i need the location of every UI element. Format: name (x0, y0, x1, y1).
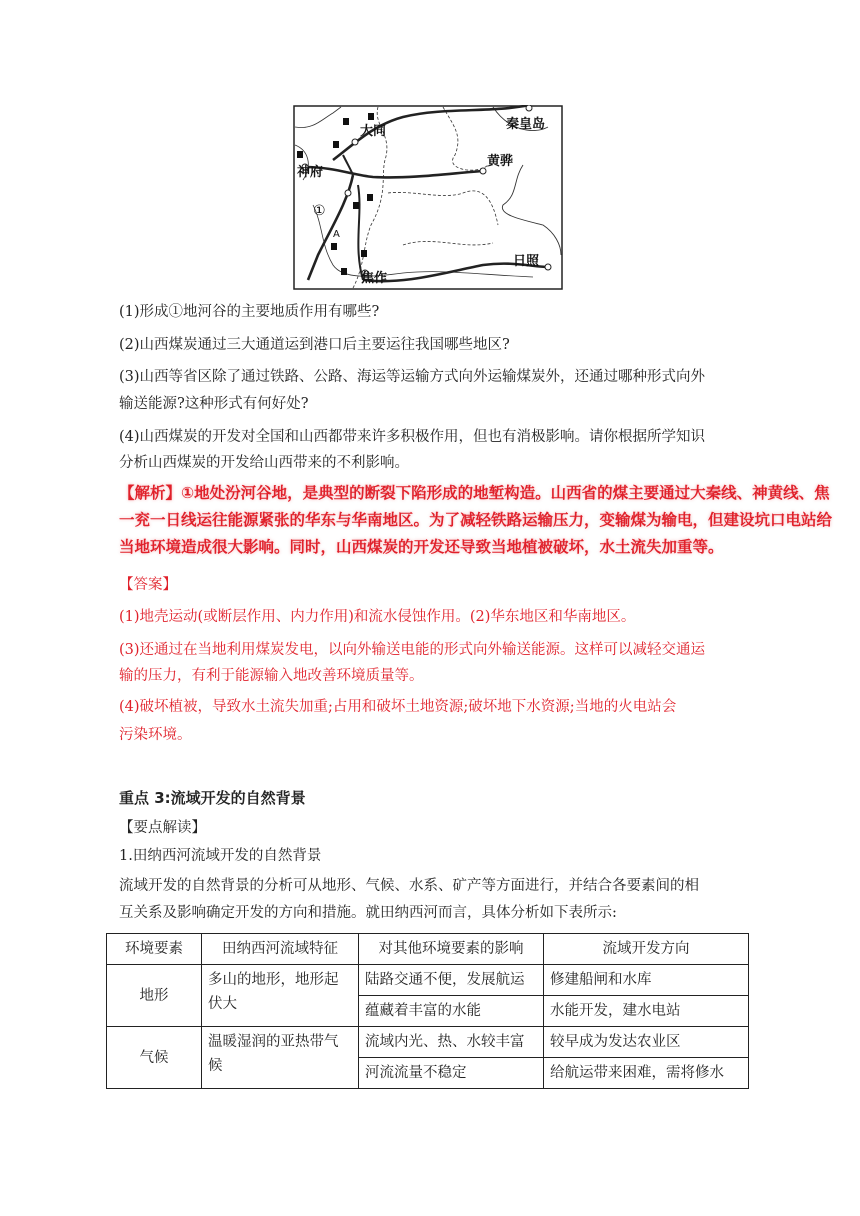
table-cell-element: 气候 (107, 1027, 202, 1089)
section-item-1: 1.田纳西河流域开发的自然背景 (119, 848, 322, 864)
table-cell-effect: 陆路交通不便，发展航运 (359, 965, 544, 996)
city-marker-qinhuangdao (526, 105, 532, 111)
question-4: (4)山西煤炭的开发对全国和山西都带来许多积极作用，但也有消极影响。请你根据所学知识 (119, 429, 706, 445)
coal-mine-marker (353, 202, 359, 209)
coal-mine-marker (367, 194, 373, 201)
table-cell-effect: 蕴藏着丰富的水能 (359, 996, 544, 1027)
answer-line: 污染环境。 (119, 727, 192, 743)
map-label-a: A (333, 229, 340, 240)
table-header: 流域开发方向 (544, 934, 749, 965)
answer-heading: 【答案】 (119, 577, 177, 593)
question-1: (1)形成①地河谷的主要地质作用有哪些? (119, 304, 380, 320)
table-row (107, 1027, 749, 1058)
question-4-cont: 分析山西煤炭的开发给山西带来的不利影响。 (119, 455, 409, 471)
table-cell-feature (202, 965, 359, 1027)
map-label-datong: 大同 (360, 124, 387, 139)
table-cell-direction: 较早成为发达农业区 (544, 1027, 749, 1058)
table-header-row (107, 934, 749, 965)
map-label-qinhuangdao: 秦皇岛 (506, 117, 546, 132)
analysis-block (119, 480, 833, 561)
coal-mine-marker (368, 113, 374, 120)
coal-mine-marker (361, 250, 367, 257)
railway-map (293, 105, 563, 290)
table-cell-direction: 水能开发，建水电站 (544, 996, 749, 1027)
answer-line: (3)还通过在当地利用煤炭发电，以向外输送电能的形式向外输送能源。这样可以减轻交通运 (119, 642, 706, 658)
question-2: (2)山西煤炭通过三大通道运到港口后主要运往我国哪些地区? (119, 337, 510, 353)
coal-mine-marker (341, 268, 347, 275)
feature-line: 伏大 (208, 996, 237, 1012)
section-intro-line: 互关系及影响确定开发的方向和措施。就田纳西河而言，具体分析如下表所示: (119, 905, 617, 921)
feature-line: 温暖湿润的亚热带气 (208, 1034, 339, 1050)
map-label-huanghua: 黄骅 (487, 154, 514, 169)
answer-line: (4)破坏植被，导致水土流失加重;占用和破坏土地资源;破坏地下水资源;当地的火电站会 (119, 699, 677, 715)
analysis-line: 当地环境造成很大影响。同时，山西煤炭的开发还导致当地植被破坏，水土流失加重等。 (119, 538, 724, 556)
city-marker-huanghua (480, 168, 486, 174)
coal-mine-marker (343, 118, 349, 125)
environment-table (106, 933, 749, 1089)
analysis-line: 【解析】①地处汾河谷地，是典型的断裂下陷形成的地堑构造。山西省的煤主要通过大秦线、神黄线、焦 (119, 484, 830, 502)
table-cell-effect: 流域内光、热、水较丰富 (359, 1027, 544, 1058)
analysis-line: 一兖一日线运往能源紧张的华东与华南地区。为了减轻铁路运输压力，变输煤为输电，但建设坑口电站给 (119, 511, 833, 529)
section-title: 重点 3:流域开发的自然背景 (119, 789, 306, 807)
question-3: (3)山西等省区除了通过铁路、公路、海运等运输方式向外运输煤炭外，还通过哪种形式向外 (119, 369, 706, 385)
map-label-jiaozuo: 焦作 (361, 271, 388, 286)
answer-line: (1)地壳运动(或断层作用、内力作用)和流水侵蚀作用。(2)华东地区和华南地区。 (119, 609, 636, 625)
map-label-circle1: ① (313, 203, 326, 219)
table-header: 田纳西河流域特征 (202, 934, 359, 965)
city-marker-datong (352, 139, 358, 145)
answer-line: 输的压力，有利于能源输入地改善环境质量等。 (119, 668, 424, 684)
feature-line: 候 (208, 1058, 223, 1074)
coal-mine-marker (331, 243, 337, 250)
table-cell-direction: 修建船闸和水库 (544, 965, 749, 996)
table-header: 对其他环境要素的影响 (359, 934, 544, 965)
table-cell-feature (202, 1027, 359, 1089)
table-header: 环境要素 (107, 934, 202, 965)
table-cell-element: 地形 (107, 965, 202, 1027)
section-subheading: 【要点解读】 (119, 820, 206, 836)
coal-mine-marker (333, 141, 339, 148)
coal-mine-marker (297, 151, 303, 158)
feature-line: 多山的地形，地形起 (208, 972, 339, 988)
question-3-cont: 输送能源?这种形式有何好处? (119, 396, 309, 412)
map-label-rizhao: 日照 (513, 254, 540, 269)
section-intro-line: 流域开发的自然背景的分析可从地形、气候、水系、矿产等方面进行，并结合各要素间的相 (119, 878, 699, 894)
table-row (107, 965, 749, 996)
city-marker-rizhao (545, 264, 551, 270)
city-marker-taiyuan (345, 190, 351, 196)
table-cell-direction: 给航运带来困难，需将修水 (544, 1058, 749, 1089)
table-cell-effect: 河流流量不稳定 (359, 1058, 544, 1089)
map-label-shenfu: 神府 (297, 165, 324, 180)
